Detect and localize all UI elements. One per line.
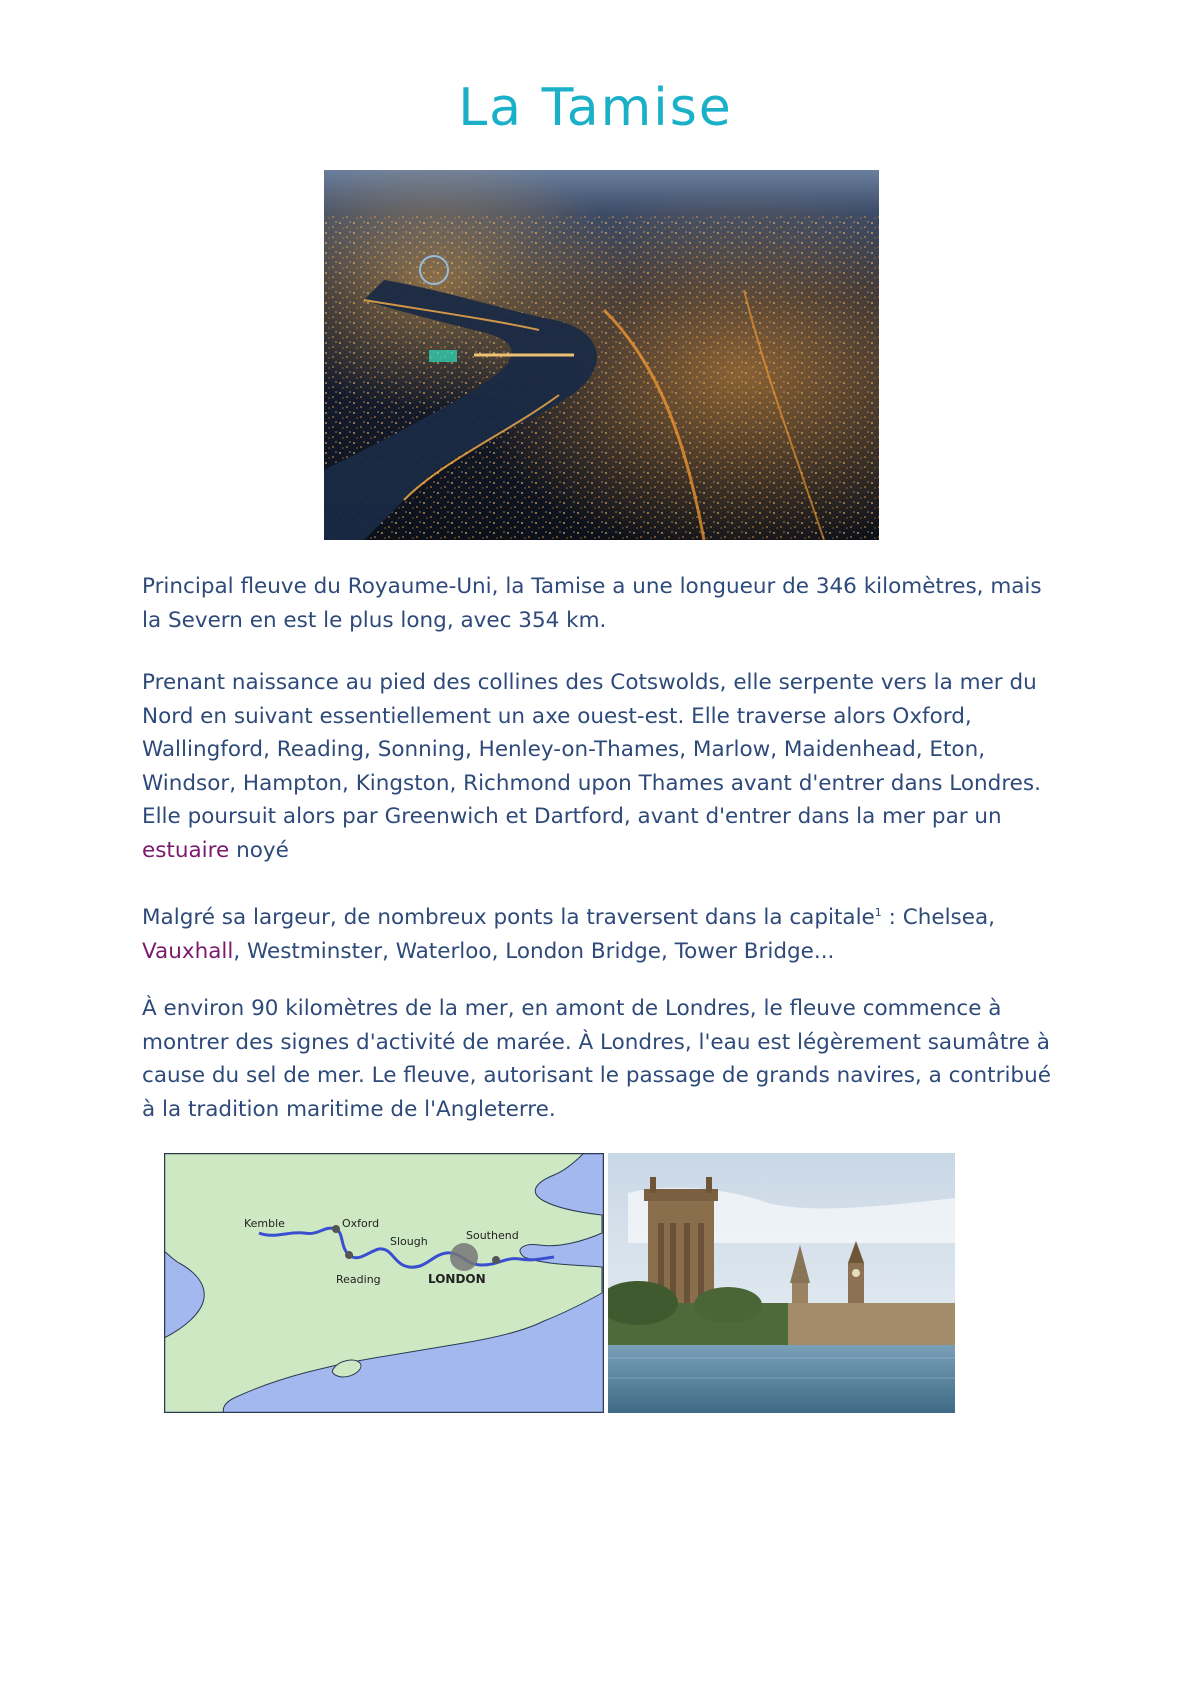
paragraph-bridges: [142, 896, 1062, 968]
vauxhall-link[interactable]: Vauxhall: [142, 938, 234, 964]
paragraph-course-text: Prenant naissance au pied des collines des Cotswolds, elle serpente vers la mer du Nord en suivant essentiellement un axe ouest-est. Elle traverse alors Oxford, Wallingford, Reading, Sonning, Henley-on-Thames, Marlow, Maidenhead, Eton, Windsor, Hampton, Kingston, Richmond upon Thames avant d'entrer dans Londres. Elle poursuit alors par Greenwich et Dartford, avant d'entrer dans la mer par un: [142, 670, 1041, 829]
page-title: La Tamise: [458, 78, 733, 138]
map-label-kemble: Kemble: [244, 1217, 285, 1230]
paragraph-length: Principal fleuve du Royaume-Uni, la Tamise a une longueur de 346 kilomètres, mais la Severn en est le plus long, avec 354 km.: [142, 574, 1042, 633]
map-label-oxford: Oxford: [342, 1217, 380, 1230]
paragraph-tides: À environ 90 kilomètres de la mer, en amont de Londres, le fleuve commence à montrer des signes d'activité de marée. À Londres, l'eau est légèrement saumâtre à cause du sel de mer. Le fleuve, autorisant le passage de grands navires, a contribué à la tradition maritime de l'Angleterre.: [142, 996, 1051, 1122]
footnote-marker[interactable]: 1: [874, 906, 882, 919]
thames-map: [164, 1153, 604, 1413]
estuaire-link[interactable]: estuaire: [142, 837, 230, 863]
paragraph-course: [142, 666, 1062, 867]
westminster-parliament-photo: [608, 1153, 955, 1413]
london-night-aerial-photo: [324, 170, 879, 540]
map-label-slough: Slough: [390, 1235, 428, 1248]
map-label-reading: Reading: [336, 1273, 381, 1286]
map-label-southend: Southend: [466, 1229, 519, 1242]
map-label-london: LONDON: [428, 1272, 486, 1286]
paragraph-course-end: noyé: [229, 837, 289, 863]
paragraph-bridges-middle: : Chelsea,: [881, 905, 995, 931]
paragraph-bridges-text: Malgré sa largeur, de nombreux ponts la traversent dans la capitale: [142, 905, 875, 931]
paragraph-bridges-end: , Westminster, Waterloo, London Bridge, Tower Bridge...: [233, 938, 835, 964]
